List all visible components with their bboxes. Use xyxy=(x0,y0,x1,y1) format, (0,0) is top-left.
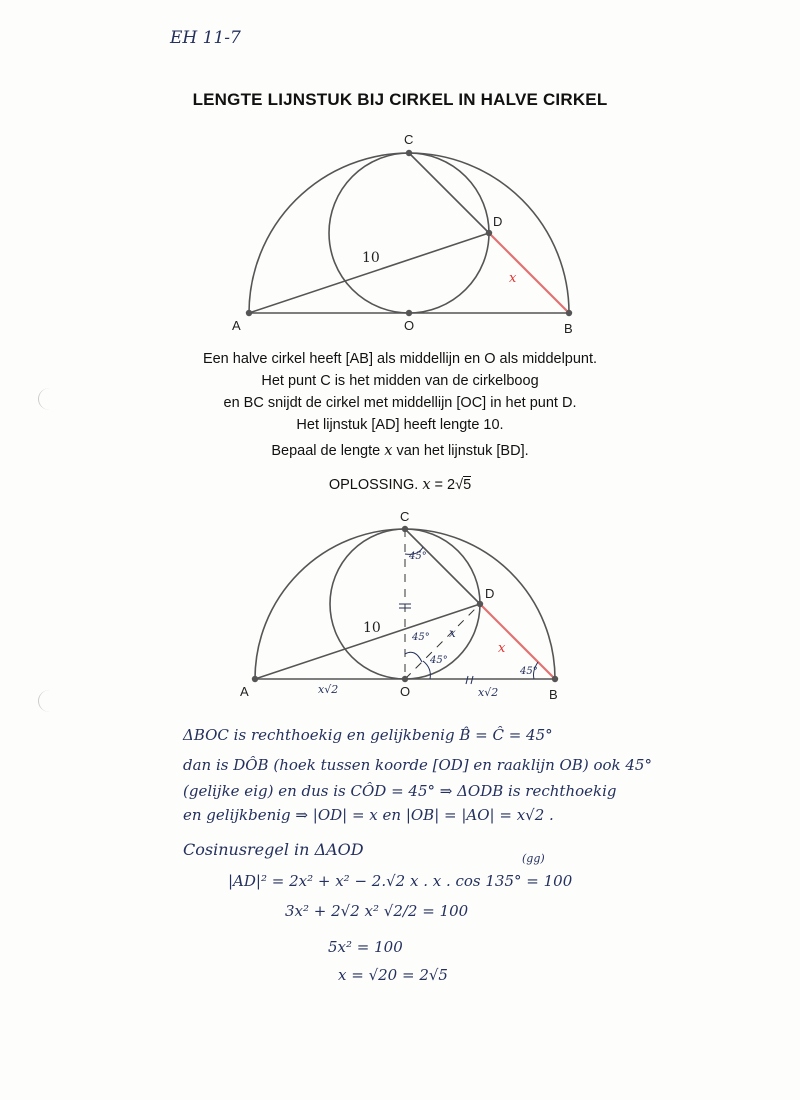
label-x: x xyxy=(509,271,517,286)
handwriting-line: 3x² + 2√2 x² √2/2 = 100 xyxy=(285,902,469,920)
statement-line: en BC snijdt de cirkel met middellijn [OC] in het punt D. xyxy=(223,395,577,411)
point-o xyxy=(402,676,408,682)
half-circle-arc xyxy=(249,153,569,313)
point-a xyxy=(246,310,252,316)
handwriting-line: 5x² = 100 xyxy=(328,938,403,956)
inner-circle xyxy=(329,153,489,313)
label-ad-length: 10 xyxy=(362,250,380,266)
page-title: LENGTE LIJNSTUK BIJ CIRKEL IN HALVE CIRKEL xyxy=(192,90,608,109)
point-b xyxy=(566,310,572,316)
question: Bepaal de lengte x van het lijnstuk [BD]. xyxy=(271,443,529,459)
tick-mark xyxy=(471,676,473,684)
label-ao-length: x√2 xyxy=(318,683,339,696)
handwriting-line: x = √20 = 2√5 xyxy=(338,966,448,984)
handwriting-note: (gg) xyxy=(522,852,545,865)
label-ad-length: 10 xyxy=(363,620,381,636)
label-b: B xyxy=(564,321,573,336)
point-d xyxy=(477,601,483,607)
handwriting-line: (gelijke eig) en dus is CÔD = 45° ⇒ ΔODB is rechthoekig xyxy=(183,782,617,800)
angle-label-o2: 45° xyxy=(430,655,448,666)
tick-mark xyxy=(466,676,468,684)
segment-ad xyxy=(249,233,489,313)
handwriting-line: ΔBOC is rechthoekig en gelijkbenig B̂ = Ĉ = 45° xyxy=(183,726,553,744)
problem-statement xyxy=(0,348,800,436)
segment-db xyxy=(489,233,569,313)
label-a: A xyxy=(240,684,249,699)
angle-arc-o1 xyxy=(405,652,422,662)
segment-db xyxy=(480,604,555,679)
statement-line: Een halve cirkel heeft [AB] als middellijn en O als middelpunt. xyxy=(202,351,598,367)
label-d: D xyxy=(485,586,495,601)
angle-label-b: 45° xyxy=(520,666,538,677)
point-c xyxy=(406,150,412,156)
label-x: x xyxy=(498,641,506,656)
angle-label-c: 45° xyxy=(409,551,427,562)
label-c: C xyxy=(400,509,410,524)
handwriting-line: |AD|² = 2x² + x² − 2.√2 x . x . cos 135° = 100 xyxy=(228,872,573,890)
solution-answer: OPLOSSING. x = 2√5 xyxy=(328,477,472,493)
label-ob-length: x√2 xyxy=(478,686,499,699)
label-od-x: x xyxy=(449,626,456,640)
angle-label-o1: 45° xyxy=(412,632,430,643)
handwritten-reference: EH 11-7 xyxy=(170,28,241,48)
segment-cd xyxy=(405,529,480,604)
segment-ad xyxy=(255,604,480,679)
handwriting-line: Cosinusregel in ΔAOD xyxy=(183,840,364,859)
label-a: A xyxy=(232,318,241,333)
sqrt-symbol: √ xyxy=(455,477,464,493)
figure-problem xyxy=(0,130,800,345)
label-b: B xyxy=(549,687,558,702)
point-d xyxy=(486,230,492,236)
label-o: O xyxy=(400,684,411,699)
point-a xyxy=(252,676,258,682)
label-d: D xyxy=(493,214,503,229)
point-c xyxy=(402,526,408,532)
handwriting-line: en gelijkbenig ⇒ |OD| = x en |OB| = |AO| = x√2 . xyxy=(183,806,554,824)
handwriting-line: dan is DÔB (hoek tussen koorde [OD] en raaklijn OB) ook 45° xyxy=(183,756,652,774)
figure-solution xyxy=(0,506,800,706)
statement-line: Het lijnstuk [AD] heeft lengte 10. xyxy=(296,417,504,433)
label-c: C xyxy=(404,132,414,147)
statement-line: Het punt C is het midden van de cirkelboog xyxy=(261,373,539,389)
segment-cd xyxy=(409,153,489,233)
label-o: O xyxy=(404,318,415,333)
point-o xyxy=(406,310,412,316)
point-b xyxy=(552,676,558,682)
